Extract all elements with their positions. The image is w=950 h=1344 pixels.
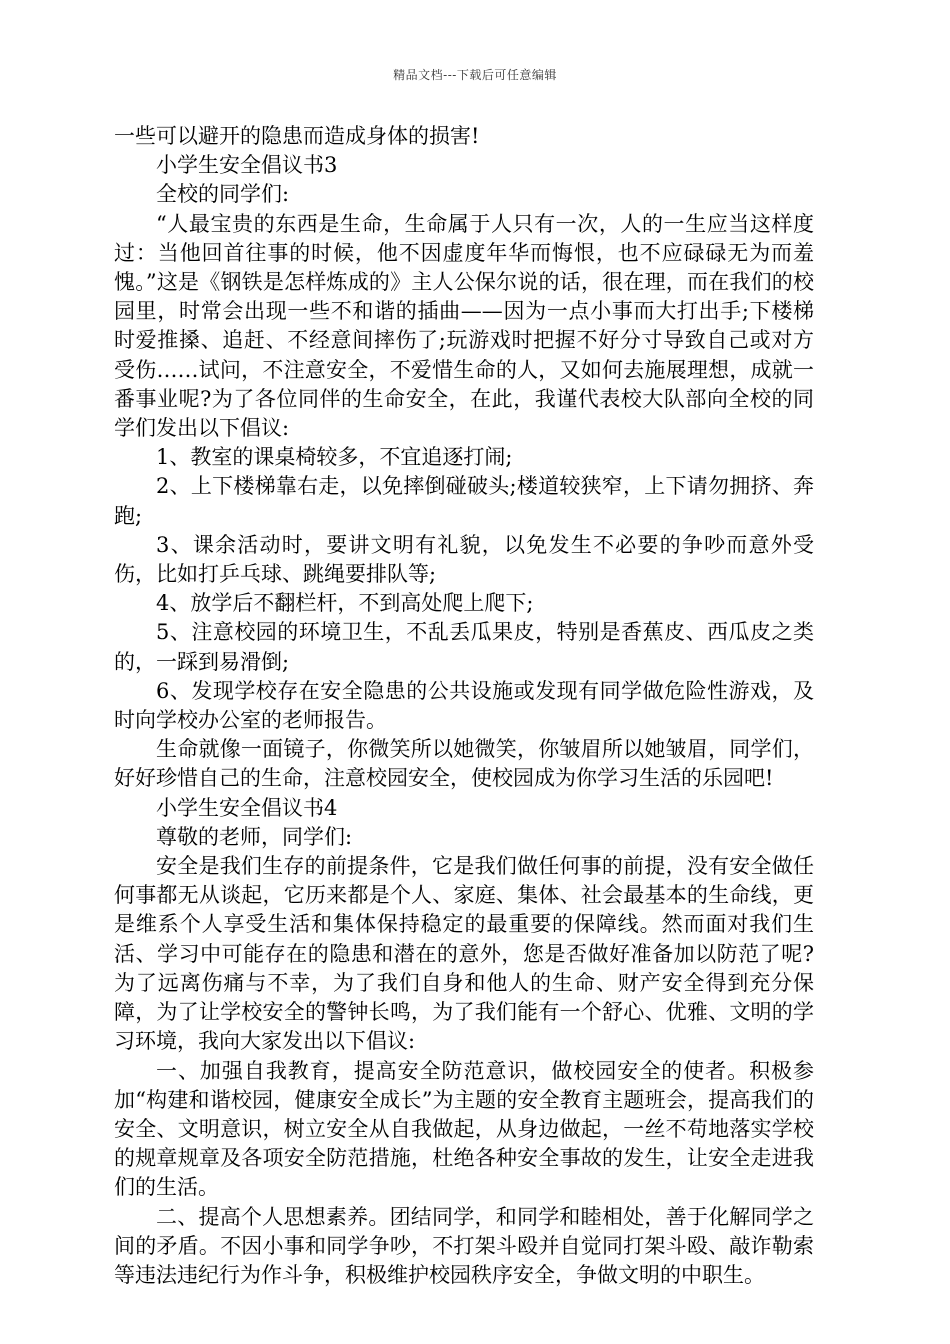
- section-heading-3: 小学生安全倡议书3: [156, 153, 338, 178]
- salutation-3: 全校的同学们:: [156, 182, 290, 207]
- section-heading-4: 小学生安全倡议书4: [156, 795, 338, 820]
- proposal-item-2: 二、提高个人思想素养。团结同学，和同学和睦相处，善于化解同学之间的矛盾。不因小事和同学争吵，不打架斗殴并自觉同打架斗殴、敲诈勒索等违法违纪行为作斗争，积极维护校园秩序安全，争做文明的中职生。: [114, 1204, 814, 1287]
- list-item-1: 1、教室的课桌椅较多，不宜追逐打闹;: [156, 445, 513, 470]
- list-item-3: 3、课余活动时，要讲文明有礼貌，以免发生不必要的争吵而意外受伤，比如打乒乓球、跳绳要排队等;: [114, 532, 814, 587]
- paragraph-intro-3: “人最宝贵的东西是生命，生命属于人只有一次，人的一生应当这样度过：当他回首往事的时候，他不因虚度年华而悔恨，也不应碌碌无为而羞愧。”这是《钢铁是怎样炼成的》主人公保尔说的话，很在理，而在我们的校园里，时常会出现一些不和谐的插曲——因为一点小事而大打出手;下楼梯时爱推搡、追赶、不经意间摔伤了;玩游戏时把握不好分寸导致自己或对方受伤……试问，不注意安全，不爱惜生命的人，又如何去施展理想，成就一番事业呢?为了各位同伴的生命安全，在此，我谨代表校大队部向全校的同学们发出以下倡议:: [114, 211, 814, 441]
- paragraph-closing-3: 生命就像一面镜子，你微笑所以她微笑，你皱眉所以她皱眉，同学们，好好珍惜自己的生命，注意校园安全，使校园成为你学习生活的乐园吧!: [114, 737, 814, 791]
- salutation-4: 尊敬的老师，同学们:: [156, 824, 353, 849]
- page-header: 精品文档---下载后可任意编辑: [393, 68, 557, 82]
- list-item-4: 4、放学后不翻栏杆，不到高处爬上爬下;: [156, 591, 534, 616]
- paragraph-intro-4: 安全是我们生存的前提条件，它是我们做任何事的前提，没有安全做任何事都无从谈起，它历来都是个人、家庭、集体、社会最基本的生命线，更是维系个人享受生活和集体保持稳定的最重要的保障线。然而面对我们生活、学习中可能存在的隐患和潜在的意外，您是否做好准备加以防范了呢?为了远离伤痛与不幸，为了我们自身和他人的生命、财产安全得到充分保障，为了让学校安全的警钟长鸣，为了我们能有一个舒心、优雅、文明的学习环境，我向大家发出以下倡议:: [114, 854, 814, 1054]
- paragraph-continuation: 一些可以避开的隐患而造成身体的损害!: [114, 124, 480, 148]
- list-item-6: 6、发现学校存在安全隐患的公共设施或发现有同学做危险性游戏，及时向学校办公室的老师报告。: [114, 678, 814, 733]
- document-body: [114, 122, 814, 1290]
- proposal-item-1: 一、加强自我教育，提高安全防范意识，做校园安全的使者。积极参加“构建和谐校园，健康安全成长”为主题的安全教育主题班会，提高我们的安全、文明意识，树立安全从自我做起，从身边做起，一丝不苟地落实学校的规章规章及各项安全防范措施，杜绝各种安全事故的发生，让安全走进我们的生活。: [114, 1058, 814, 1200]
- list-item-2: 2、上下楼梯靠右走，以免摔倒碰破头;楼道较狭窄，上下请勿拥挤、奔跑;: [114, 474, 814, 528]
- list-item-5: 5、注意校园的环境卫生，不乱丢瓜果皮，特别是香蕉皮、西瓜皮之类的，一踩到易滑倒;: [114, 620, 814, 674]
